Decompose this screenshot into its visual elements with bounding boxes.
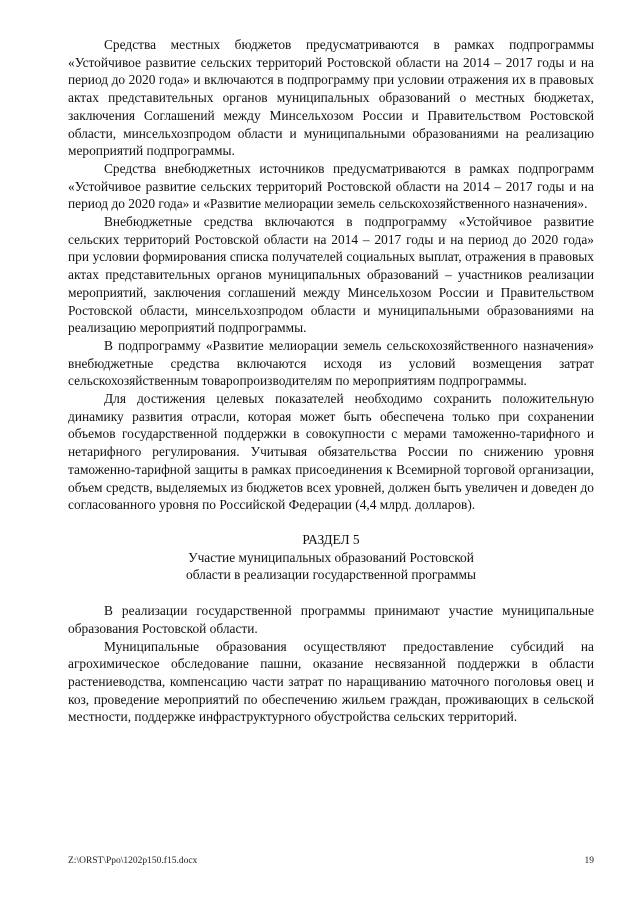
paragraph-extrabudgetary-rural: Внебюджетные средства включаются в подпрограмму «Устойчивое развитие сельских территорий Ростовской области на 2014 – 2017 годы и на период до 2020 года» при условии формирования списка получателей социальных выплат, отражения в правовых актах представительных органов муниципальных образований – участников реализации мероприятий, заключения соглашений между Минсельхозом России и Правительством Ростовской области, минсельхозпродом области и муниципальными образованиями на реализацию мероприятий подпрограммы. — [68, 214, 594, 336]
footer-page-number: 19 — [584, 856, 594, 866]
paragraph-participation: В реализации государственной программы принимают участие муниципальные образования Ростовской области. — [68, 603, 594, 636]
paragraph-local-budgets: Средства местных бюджетов предусматриваются в рамках подпрограммы «Устойчивое развитие сельских территорий Ростовской области на 2014 – 2017 годы и на период до 2020 года» и включаются в подпрограмму при условии отражения их в правовых актах представительных органов муниципальных образований о местных бюджетах, заключения Соглашений между Минсельхозом России и Правительством Ростовской области, минсельхозпродом области и муниципальными образованиями на реализацию мероприятий подпрограммы. — [68, 37, 594, 159]
paragraph-municipal-subsidies: Муниципальные образования осуществляют предоставление субсидий на агрохимическое обследование пашни, оказание несвязанной поддержки в области растениеводства, компенсацию части затрат по наращиванию маточного поголовья овец и коз, проведение мероприятий по обеспечению жильем граждан, проживающих в сельской местности, поддержке инфраструктурного обустройства сельских территорий. — [68, 638, 594, 725]
spacer — [68, 514, 594, 531]
paragraph-extrabudgetary-sources: Средства внебюджетных источников предусматриваются в рамках подпрограмм «Устойчивое развитие сельских территорий Ростовской области на 2014 – 2017 годы и на период до 2020 года» и «Развитие мелиорации земель сельскохозяйственного назначения». — [68, 160, 594, 212]
paragraph-target-indicators: Для достижения целевых показателей необходимо сохранить положительную динамику развития отрасли, которая может быть обеспечена только при сохранении объемов государственной поддержки в совокупности с мерами таможенно-тарифного и нетарифного регулирования. Учитывая обязательства России по снижению уровня таможенно-тарифной защиты в рамках присоединения к Всемирной торговой организации, объем средств, выделяемых из бюджетов всех уровней, должен быть увеличен и доведен до согласованного уровня по Российской Федерации (4,4 млрд. долларов). — [68, 391, 594, 513]
spacer — [68, 584, 594, 602]
section-title-line-1: Участие муниципальных образований Ростовской — [188, 549, 474, 565]
paragraph-melioration: В подпрограмму «Развитие мелиорации земель сельскохозяйственного назначения» внебюджетные средства включаются исходя из условий возмещения затрат сельскохозяйственным товаропроизводителям по мероприятиям подпрограммы. — [68, 337, 594, 389]
section-title-line-2: области в реализации государственной программы — [186, 567, 476, 583]
footer-file-path: Z:\ORST\Ppo\1202p150.f15.docx — [68, 856, 198, 866]
document-page — [68, 36, 594, 726]
section-heading: РАЗДЕЛ 5 — [302, 531, 360, 547]
